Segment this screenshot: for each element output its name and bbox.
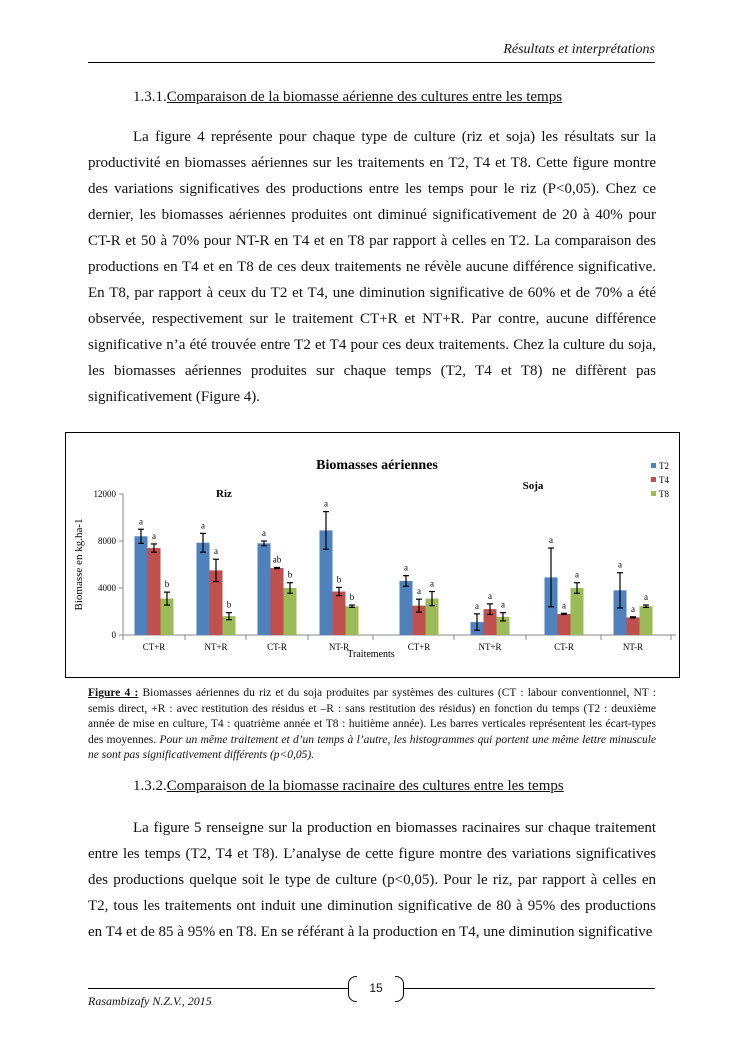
- significance-letter: ab: [272, 554, 282, 565]
- legend-swatch-t8: [651, 491, 656, 496]
- caption-italic: Pour un même traitement et d’un temps à l’autre, les histogrammes qui portent une même lettre minuscule ne sont pas significativement différents (p<0,05).: [88, 733, 656, 761]
- x-axis-label: Traitements: [347, 649, 395, 660]
- x-tick-label: NT+R: [478, 642, 502, 652]
- bar-riz-t4: [271, 568, 284, 635]
- significance-letter: a: [475, 600, 479, 611]
- significance-letter: a: [417, 586, 421, 597]
- x-tick-label: CT-R: [267, 642, 287, 652]
- caption-text: Biomasses aériennes du riz et du soja produites par systèmes des cultures (CT : labour conventionnel, NT : semis direct, +R : avec restitution des résidus et –R : sans restitution des résidus) en fonction du temps (T2 : deuxième année de mise en culture, T4 : quatrième année et T8 : huitième année). Les barres verticales représentent les écart-types des moyennes.: [88, 687, 656, 746]
- significance-letter: a: [549, 535, 553, 546]
- y-tick-label: 12000: [93, 489, 116, 499]
- significance-letter: a: [575, 569, 579, 580]
- legend-label: T2: [659, 461, 669, 471]
- section-title: Comparaison de la biomasse racinaire des cultures entre les temps: [166, 778, 564, 794]
- significance-letter: b: [164, 579, 170, 590]
- x-tick-label: CT+R: [407, 642, 431, 652]
- paragraph-1: [88, 124, 656, 410]
- section-heading-2: [133, 778, 564, 795]
- bar-soja-t8: [640, 606, 653, 635]
- panel-title: Riz: [216, 488, 232, 500]
- significance-letter: a: [644, 592, 648, 603]
- significance-letter: a: [562, 600, 566, 611]
- significance-letter: a: [139, 516, 143, 527]
- significance-letter: a: [488, 590, 492, 601]
- running-header: Résultats et interprétations: [503, 42, 655, 57]
- x-tick-label: CT-R: [554, 642, 574, 652]
- y-tick-label: 4000: [98, 583, 116, 593]
- significance-letter: b: [349, 592, 355, 603]
- x-tick-label: NT+R: [204, 642, 228, 652]
- panel-title: Soja: [522, 480, 544, 492]
- bar-soja-t8: [571, 588, 584, 635]
- significance-letter: a: [631, 603, 635, 614]
- significance-letter: a: [201, 520, 205, 531]
- significance-letter: b: [226, 599, 232, 610]
- bar-riz-t8: [284, 588, 297, 635]
- figure-caption: [88, 686, 656, 764]
- bar-chart: [66, 433, 681, 679]
- page-number: 15: [348, 976, 404, 1002]
- significance-letter: a: [404, 562, 408, 573]
- paragraph-text: La figure 5 renseigne sur la production en biomasses racinaires sur chaque traitement entre les temps (T2, T4 et T8). L’analyse de cette figure montre des variations significatives des productions quelque soit le type de culture (p<0,05). Pour le riz, par rapport à celles en T2, tous les traitements ont induit une diminution significative de 80 à 95% des productions en T4 et de 85 à 95% en T8. En se référant à la production en T4, une diminution significative: [88, 820, 656, 940]
- figure-4: [65, 432, 680, 678]
- footer-author: Rasambizafy N.Z.V., 2015: [88, 994, 212, 1008]
- significance-letter: a: [618, 559, 622, 570]
- significance-letter: b: [336, 574, 342, 585]
- header-rule: [88, 62, 655, 63]
- section-title: Comparaison de la biomasse aérienne des cultures entre les temps: [166, 89, 563, 105]
- x-tick-label: NT-R: [622, 642, 644, 652]
- section-number: 1.3.1.: [133, 89, 167, 105]
- section-number: 1.3.2.: [133, 778, 167, 794]
- bar-riz-t4: [333, 592, 346, 635]
- bar-riz-t2: [135, 536, 148, 635]
- x-tick-label: NT-R: [328, 642, 350, 652]
- bar-soja-t4: [558, 614, 571, 635]
- y-tick-label: 0: [111, 630, 116, 640]
- bar-riz-t4: [148, 548, 161, 635]
- legend-label: T8: [659, 489, 669, 499]
- significance-letter: b: [287, 569, 293, 580]
- y-axis-label: Biomasse en kg.ha-1: [73, 518, 85, 611]
- bar-riz-t2: [197, 543, 210, 635]
- section-heading-1: [133, 89, 562, 106]
- significance-letter: a: [324, 498, 328, 509]
- legend-label: T4: [659, 475, 669, 485]
- legend-swatch-t2: [651, 463, 656, 468]
- bar-riz-t8: [346, 606, 359, 635]
- chart-title: Biomasses aériennes: [316, 458, 438, 473]
- x-tick-label: CT+R: [142, 642, 166, 652]
- significance-letter: a: [501, 599, 505, 610]
- significance-letter: a: [152, 530, 156, 541]
- bar-soja-t2: [400, 581, 413, 635]
- bar-riz-t2: [258, 543, 271, 635]
- y-tick-label: 8000: [98, 536, 116, 546]
- significance-letter: a: [262, 528, 266, 538]
- paragraph-2: [88, 815, 656, 945]
- caption-label: Figure 4 :: [88, 687, 139, 699]
- significance-letter: a: [214, 546, 218, 557]
- bar-soja-t4: [627, 617, 640, 635]
- significance-letter: a: [430, 578, 434, 589]
- legend-swatch-t4: [651, 477, 656, 482]
- paragraph-text: La figure 4 représente pour chaque type de culture (riz et soja) les résultats sur la productivité en biomasses aériennes sur les traitements en T2, T4 et T8. Cette figure montre des variations significatives des productions entre les temps pour le riz (P<0,05). Chez ce dernier, les biomasses aériennes produites ont diminué significativement de 20 à 40% pour CT-R et 50 à 70% pour NT-R en T4 et en T8 par rapport à celles en T2. La comparaison des productions en T4 et en T8 de ces deux traitements ne révèle aucune différence significative. En T8, par rapport à ceux du T2 et T4, une diminution significative de 60% et de 70% a été observée, respectivement sur le traitement CT+R et NT+R. Par contre, aucune différence significative n’a été trouvée entre T2 et T4 pour ces deux traitements. Chez la culture du soja, les biomasses aériennes produites sur chaque temps (T2, T4 et T8) ne diffèrent pas significativement (Figure 4).: [88, 129, 656, 405]
